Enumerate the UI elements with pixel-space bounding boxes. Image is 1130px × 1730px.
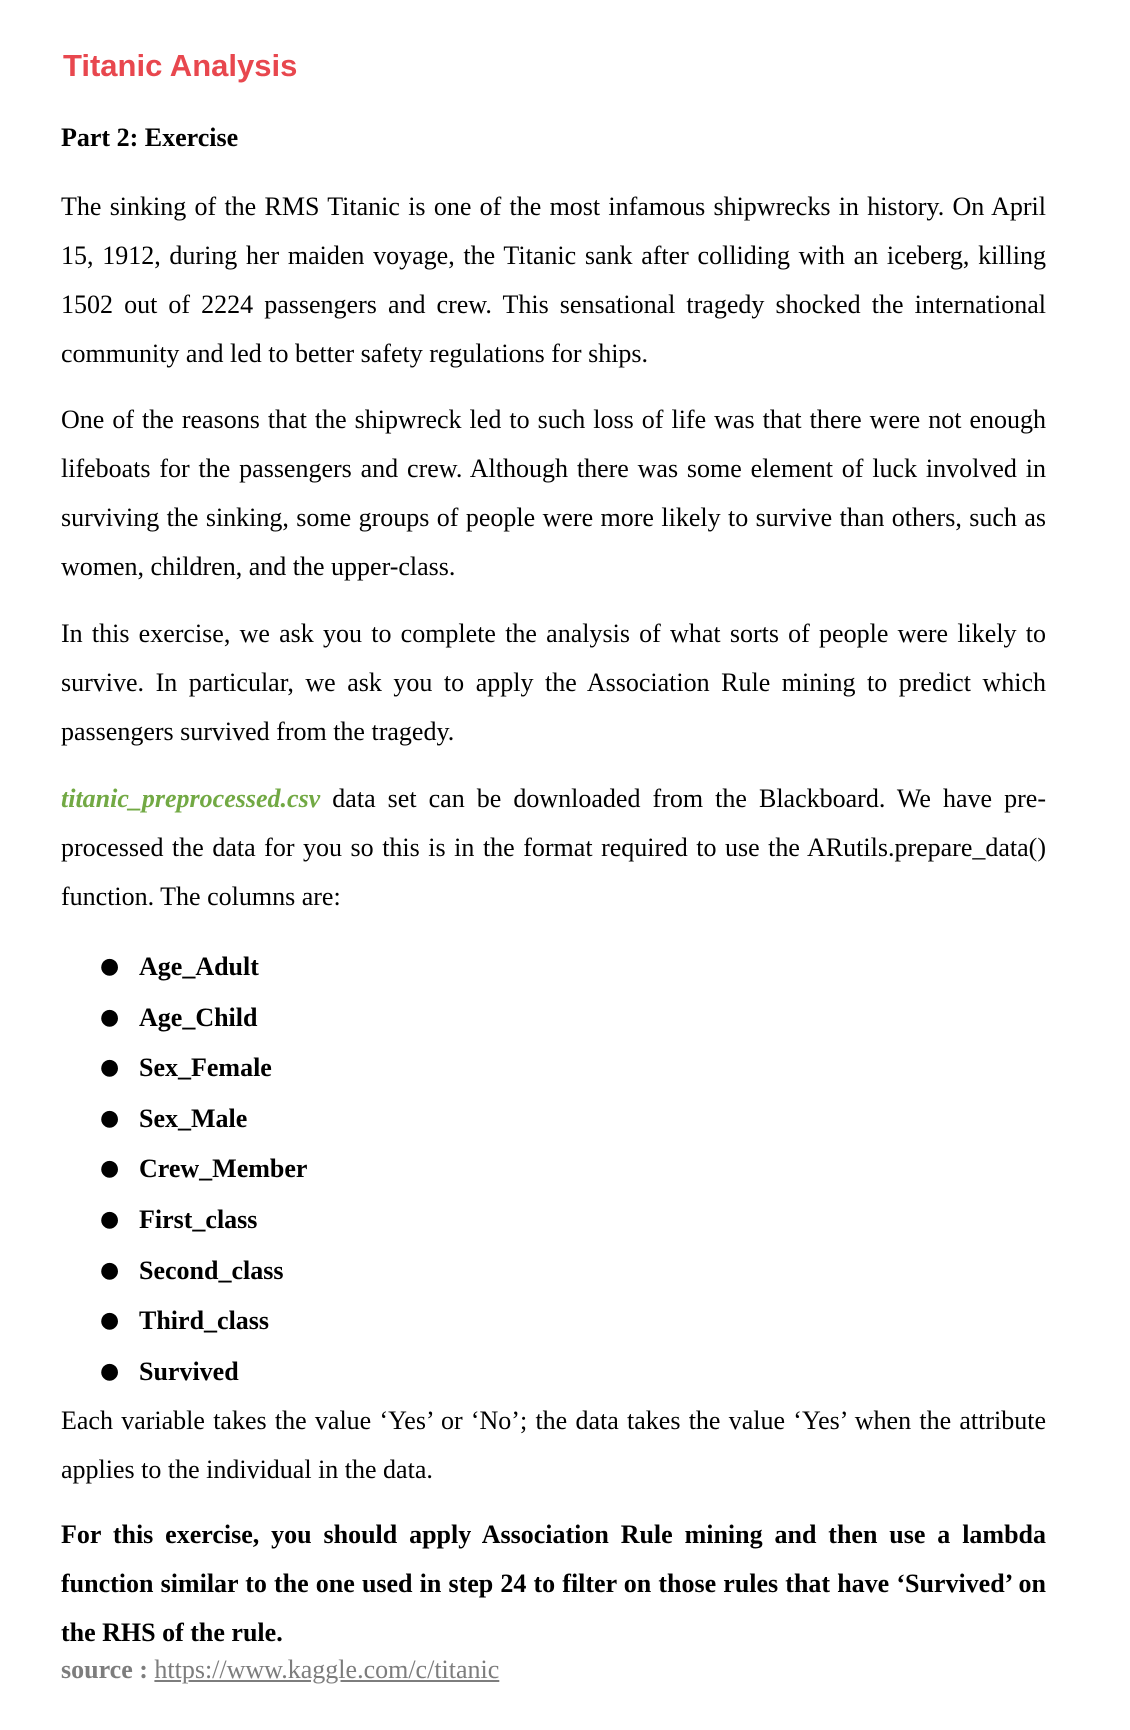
source-line: [61, 1655, 499, 1685]
column-name: Third_class: [139, 1306, 270, 1336]
bullet-icon: ●: [100, 1206, 120, 1232]
bullet-icon: ●: [100, 1358, 120, 1384]
section-heading: Part 2: Exercise: [61, 123, 239, 152]
bullet-icon: ●: [100, 1105, 120, 1131]
intro-paragraph: The sinking of the RMS Titanic is one of the most infamous shipwrecks in history. On April 15, 1912, during her maiden voyage, the Titanic sank after colliding with an iceberg, killing 1502 out of 2224 passengers and crew. This sensational tragedy shocked the international community and led to better safety regulations for ships.: [61, 192, 1046, 368]
source-label: source :: [61, 1655, 148, 1684]
bullet-icon: ●: [100, 1004, 120, 1030]
dataset-filename: titanic_preprocessed.csv: [61, 784, 321, 813]
bullet-icon: ●: [100, 1156, 120, 1182]
column-name: Survived: [139, 1356, 239, 1386]
column-name: Age_Adult: [139, 952, 259, 981]
column-name: Age_Child: [139, 1002, 258, 1032]
document-title: Titanic Analysis: [63, 48, 298, 83]
instruction-paragraph: For this exercise, you should apply Association Rule mining and then use a lambda function similar to the one used in step 24 to filter on those rules that have ‘Survived’ on the RHS of the rule.: [61, 1520, 1046, 1647]
dataset-description: data set can be downloaded from the Blackboard. We have pre-processed the data for you so this is in the format required to use the ARutils.prepare_data() function. The columns are:: [61, 784, 1046, 911]
dataset-paragraph: [61, 774, 1046, 921]
column-name: Sex_Male: [139, 1103, 248, 1133]
column-name: Sex_Female: [139, 1053, 272, 1083]
column-name: First_class: [139, 1204, 258, 1234]
values-paragraph: Each variable takes the value ‘Yes’ or ‘No’; the data takes the value ‘Yes’ when the attribute applies to the individual in the data.: [61, 1406, 1046, 1484]
bullet-icon: ●: [100, 954, 120, 979]
exercise-paragraph: In this exercise, we ask you to complete the analysis of what sorts of people were likely to survive. In particular, we ask you to apply the Association Rule mining to predict which passengers survived from the tragedy.: [61, 619, 1046, 746]
lifeboats-paragraph: One of the reasons that the shipwreck led to such loss of life was that there were not enough lifeboats for the passengers and crew. Although there was some element of luck involved in surviving the sinking, some groups of people were more likely to survive than others, such as women, children, and the upper-class.: [61, 405, 1046, 581]
column-name: Crew_Member: [139, 1154, 308, 1184]
bullet-icon: ●: [100, 1055, 120, 1081]
bullet-icon: ●: [100, 1308, 120, 1334]
source-link[interactable]: https://www.kaggle.com/c/titanic: [154, 1655, 500, 1684]
column-name: Second_class: [139, 1255, 284, 1285]
bullet-icon: ●: [100, 1257, 120, 1283]
